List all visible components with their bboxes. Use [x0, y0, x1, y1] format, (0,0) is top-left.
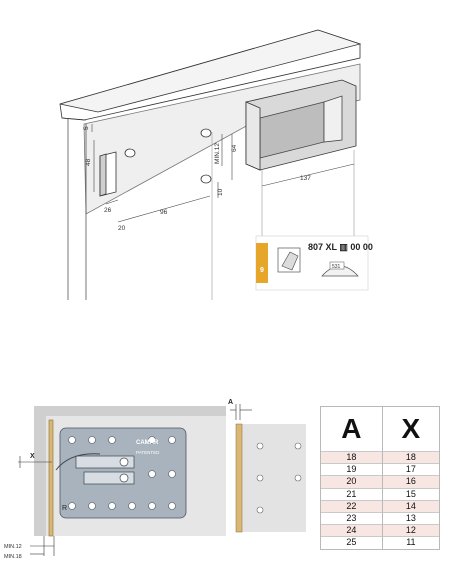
- min18-label: MIN.18: [4, 554, 22, 560]
- a-x-table: [320, 406, 440, 550]
- dim-min12: MIN.12: [214, 143, 221, 164]
- dim-64: 64: [231, 144, 238, 152]
- patented-text: PATENTED: [136, 450, 160, 455]
- cell-x: 15: [382, 488, 439, 500]
- part-label: 531: [332, 264, 341, 270]
- cell-a: 22: [321, 500, 383, 512]
- cell-a: 23: [321, 512, 383, 524]
- dim-10: 10: [217, 188, 224, 196]
- hole-3: [201, 175, 211, 183]
- product-icon: [278, 248, 300, 272]
- table-row: [321, 525, 440, 537]
- cell-a: 19: [321, 464, 383, 476]
- hole-1: [125, 149, 135, 157]
- table-row: [321, 512, 440, 524]
- cell-x: 16: [382, 476, 439, 488]
- table-header-row: [321, 407, 440, 452]
- side-panel-edge: [49, 420, 53, 536]
- dim-96: 96: [160, 209, 168, 216]
- table-row: [321, 452, 440, 464]
- cell-a: 25: [321, 537, 383, 549]
- x-dim-label: X: [30, 453, 35, 460]
- dim-20: 20: [118, 225, 126, 232]
- cell-a: 18: [321, 452, 383, 464]
- cell-x: 14: [382, 500, 439, 512]
- cell-x: 18: [382, 452, 439, 464]
- dim-137: 137: [300, 175, 311, 182]
- cell-a: 24: [321, 525, 383, 537]
- table-row: [321, 537, 440, 549]
- cell-x: 17: [382, 464, 439, 476]
- cell-x: 13: [382, 512, 439, 524]
- step-number-badge: 9: [256, 243, 268, 283]
- table-row: [321, 488, 440, 500]
- dim-26: 26: [104, 207, 112, 214]
- cell-x: 12: [382, 525, 439, 537]
- cell-a: 20: [321, 476, 383, 488]
- dim-5: 5: [83, 126, 90, 130]
- hole-2: [201, 129, 211, 137]
- dim-48: 48: [85, 158, 92, 166]
- table-row: [321, 500, 440, 512]
- table-row: [321, 464, 440, 476]
- bracket-assembly: [4, 406, 226, 560]
- panel-side-view: [228, 399, 306, 532]
- header-a: A: [321, 407, 383, 452]
- min12-label: MIN.12: [4, 544, 22, 550]
- header-x: X: [382, 407, 439, 452]
- cell-x: 11: [382, 537, 439, 549]
- brand-text: CAMAR: [136, 440, 159, 446]
- a-dim-label: A: [228, 399, 234, 406]
- cell-a: 21: [321, 488, 383, 500]
- table-row: [321, 476, 440, 488]
- r-label: R: [62, 505, 68, 512]
- product-code: 807 XL ▥ 00 00: [308, 242, 373, 252]
